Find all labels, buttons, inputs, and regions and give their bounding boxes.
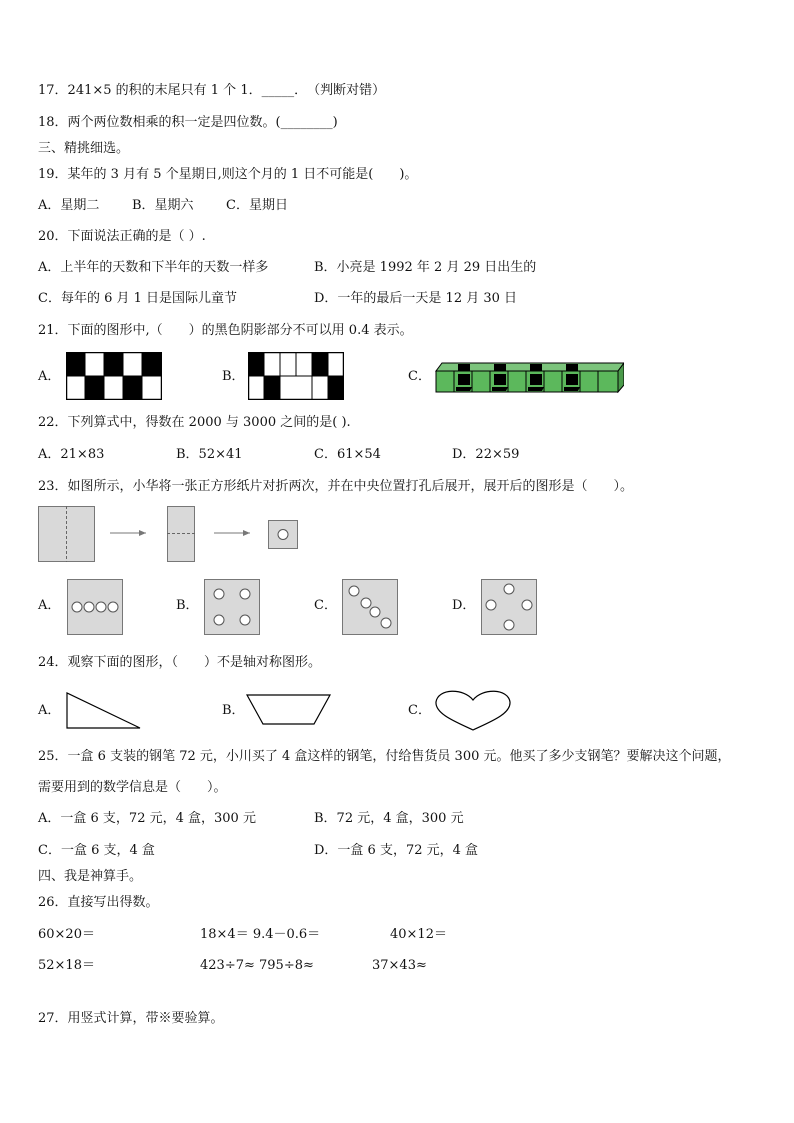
q21-label-a: A． xyxy=(38,369,61,384)
q23-option-d-figure xyxy=(481,579,537,635)
q21-label-c: C． xyxy=(408,369,431,384)
q20-option-d: D．一年的最后一天是 12 月 30 日 xyxy=(314,291,518,306)
q23-label-d: D． xyxy=(452,598,476,613)
q23-option-a-figure xyxy=(67,579,123,635)
q22-option-c: C．61×54 xyxy=(314,447,381,462)
q23-option-c-figure xyxy=(342,579,398,635)
q23-label-c: C． xyxy=(314,598,337,613)
question-25-line1: 25．一盒 6 支装的钢笔 72 元，小川买了 4 盒这样的钢笔，付给售货员 300 元。他买了多少支钢笔？要解决这个问题， xyxy=(38,749,731,764)
question-27: 27．用竖式计算，带※要验算。 xyxy=(38,1011,224,1026)
question-20: 20．下面说法正确的是（ ）. xyxy=(38,229,206,244)
q20-option-a: A．上半年的天数和下半年的天数一样多 xyxy=(38,260,269,275)
q22-option-d: D．22×59 xyxy=(452,447,520,462)
question-25-line2: 需要用到的数学信息是（ ）。 xyxy=(38,780,227,795)
q23-label-b: B． xyxy=(176,598,199,613)
q24-label-a: A． xyxy=(38,703,61,718)
q26-item: 40×12＝ xyxy=(390,927,447,942)
section-3-heading: 三、精挑细选。 xyxy=(38,141,130,156)
q26-item: 60×20＝ xyxy=(38,927,95,942)
question-19: 19．某年的 3 月有 5 个星期日,则这个月的 1 日不可能是( )。 xyxy=(38,167,418,182)
question-24: 24．观察下面的图形，（ ）不是轴对称图形。 xyxy=(38,655,322,670)
question-22: 22．下列算式中，得数在 2000 与 3000 之间的是( ). xyxy=(38,415,351,430)
q24-label-c: C． xyxy=(408,703,431,718)
question-23: 23．如图所示，小华将一张正方形纸片对折两次，并在中央位置打孔后展开，展开后的图形是（ ）。 xyxy=(38,479,634,494)
q25-option-c: C．一盒 6 支，4 盒 xyxy=(38,843,155,858)
q21-label-b: B． xyxy=(222,369,245,384)
question-26: 26．直接写出得数。 xyxy=(38,895,159,910)
q26-item: 18×4＝ 9.4－0.6＝ xyxy=(200,927,321,942)
q26-item: 423÷7≈ 795÷8≈ xyxy=(200,958,314,973)
q26-item: 37×43≈ xyxy=(372,958,427,973)
q25-option-a: A．一盒 6 支，72 元，4 盒，300 元 xyxy=(38,811,256,826)
q23-folding-steps xyxy=(38,506,308,564)
q22-option-b: B．52×41 xyxy=(176,447,243,462)
q19-option-c: C．星期日 xyxy=(226,198,288,213)
q24-heart-shape xyxy=(434,688,512,732)
q20-option-c: C．每年的 6 月 1 日是国际儿童节 xyxy=(38,291,238,306)
q23-label-a: A． xyxy=(38,598,61,613)
question-17: 17．241×5 的积的末尾只有 1 个 1．_____． （判断对错） xyxy=(38,83,386,98)
question-21: 21．下面的图形中,（ ）的黑色阴影部分不可以用 0.4 表示。 xyxy=(38,323,413,338)
q24-right-triangle xyxy=(66,692,142,730)
q20-option-b: B．小亮是 1992 年 2 月 29 日出生的 xyxy=(314,260,537,275)
question-18: 18．两个两位数相乘的积一定是四位数。(________) xyxy=(38,115,338,130)
q23-option-b-figure xyxy=(204,579,260,635)
q19-option-a: A．星期二 xyxy=(38,198,100,213)
q22-option-a: A．21×83 xyxy=(38,447,105,462)
q21-figure-b xyxy=(248,352,344,400)
q25-option-b: B．72 元，4 盒，300 元 xyxy=(314,811,464,826)
q21-figure-c xyxy=(434,361,624,393)
section-4-heading: 四、我是神算手。 xyxy=(38,869,143,884)
q24-label-b: B． xyxy=(222,703,245,718)
q26-item: 52×18＝ xyxy=(38,958,95,973)
q19-option-b: B．星期六 xyxy=(132,198,194,213)
q21-figure-a xyxy=(66,352,162,400)
q25-option-d: D．一盒 6 支，72 元，4 盒 xyxy=(314,843,479,858)
q24-trapezoid xyxy=(246,694,332,726)
